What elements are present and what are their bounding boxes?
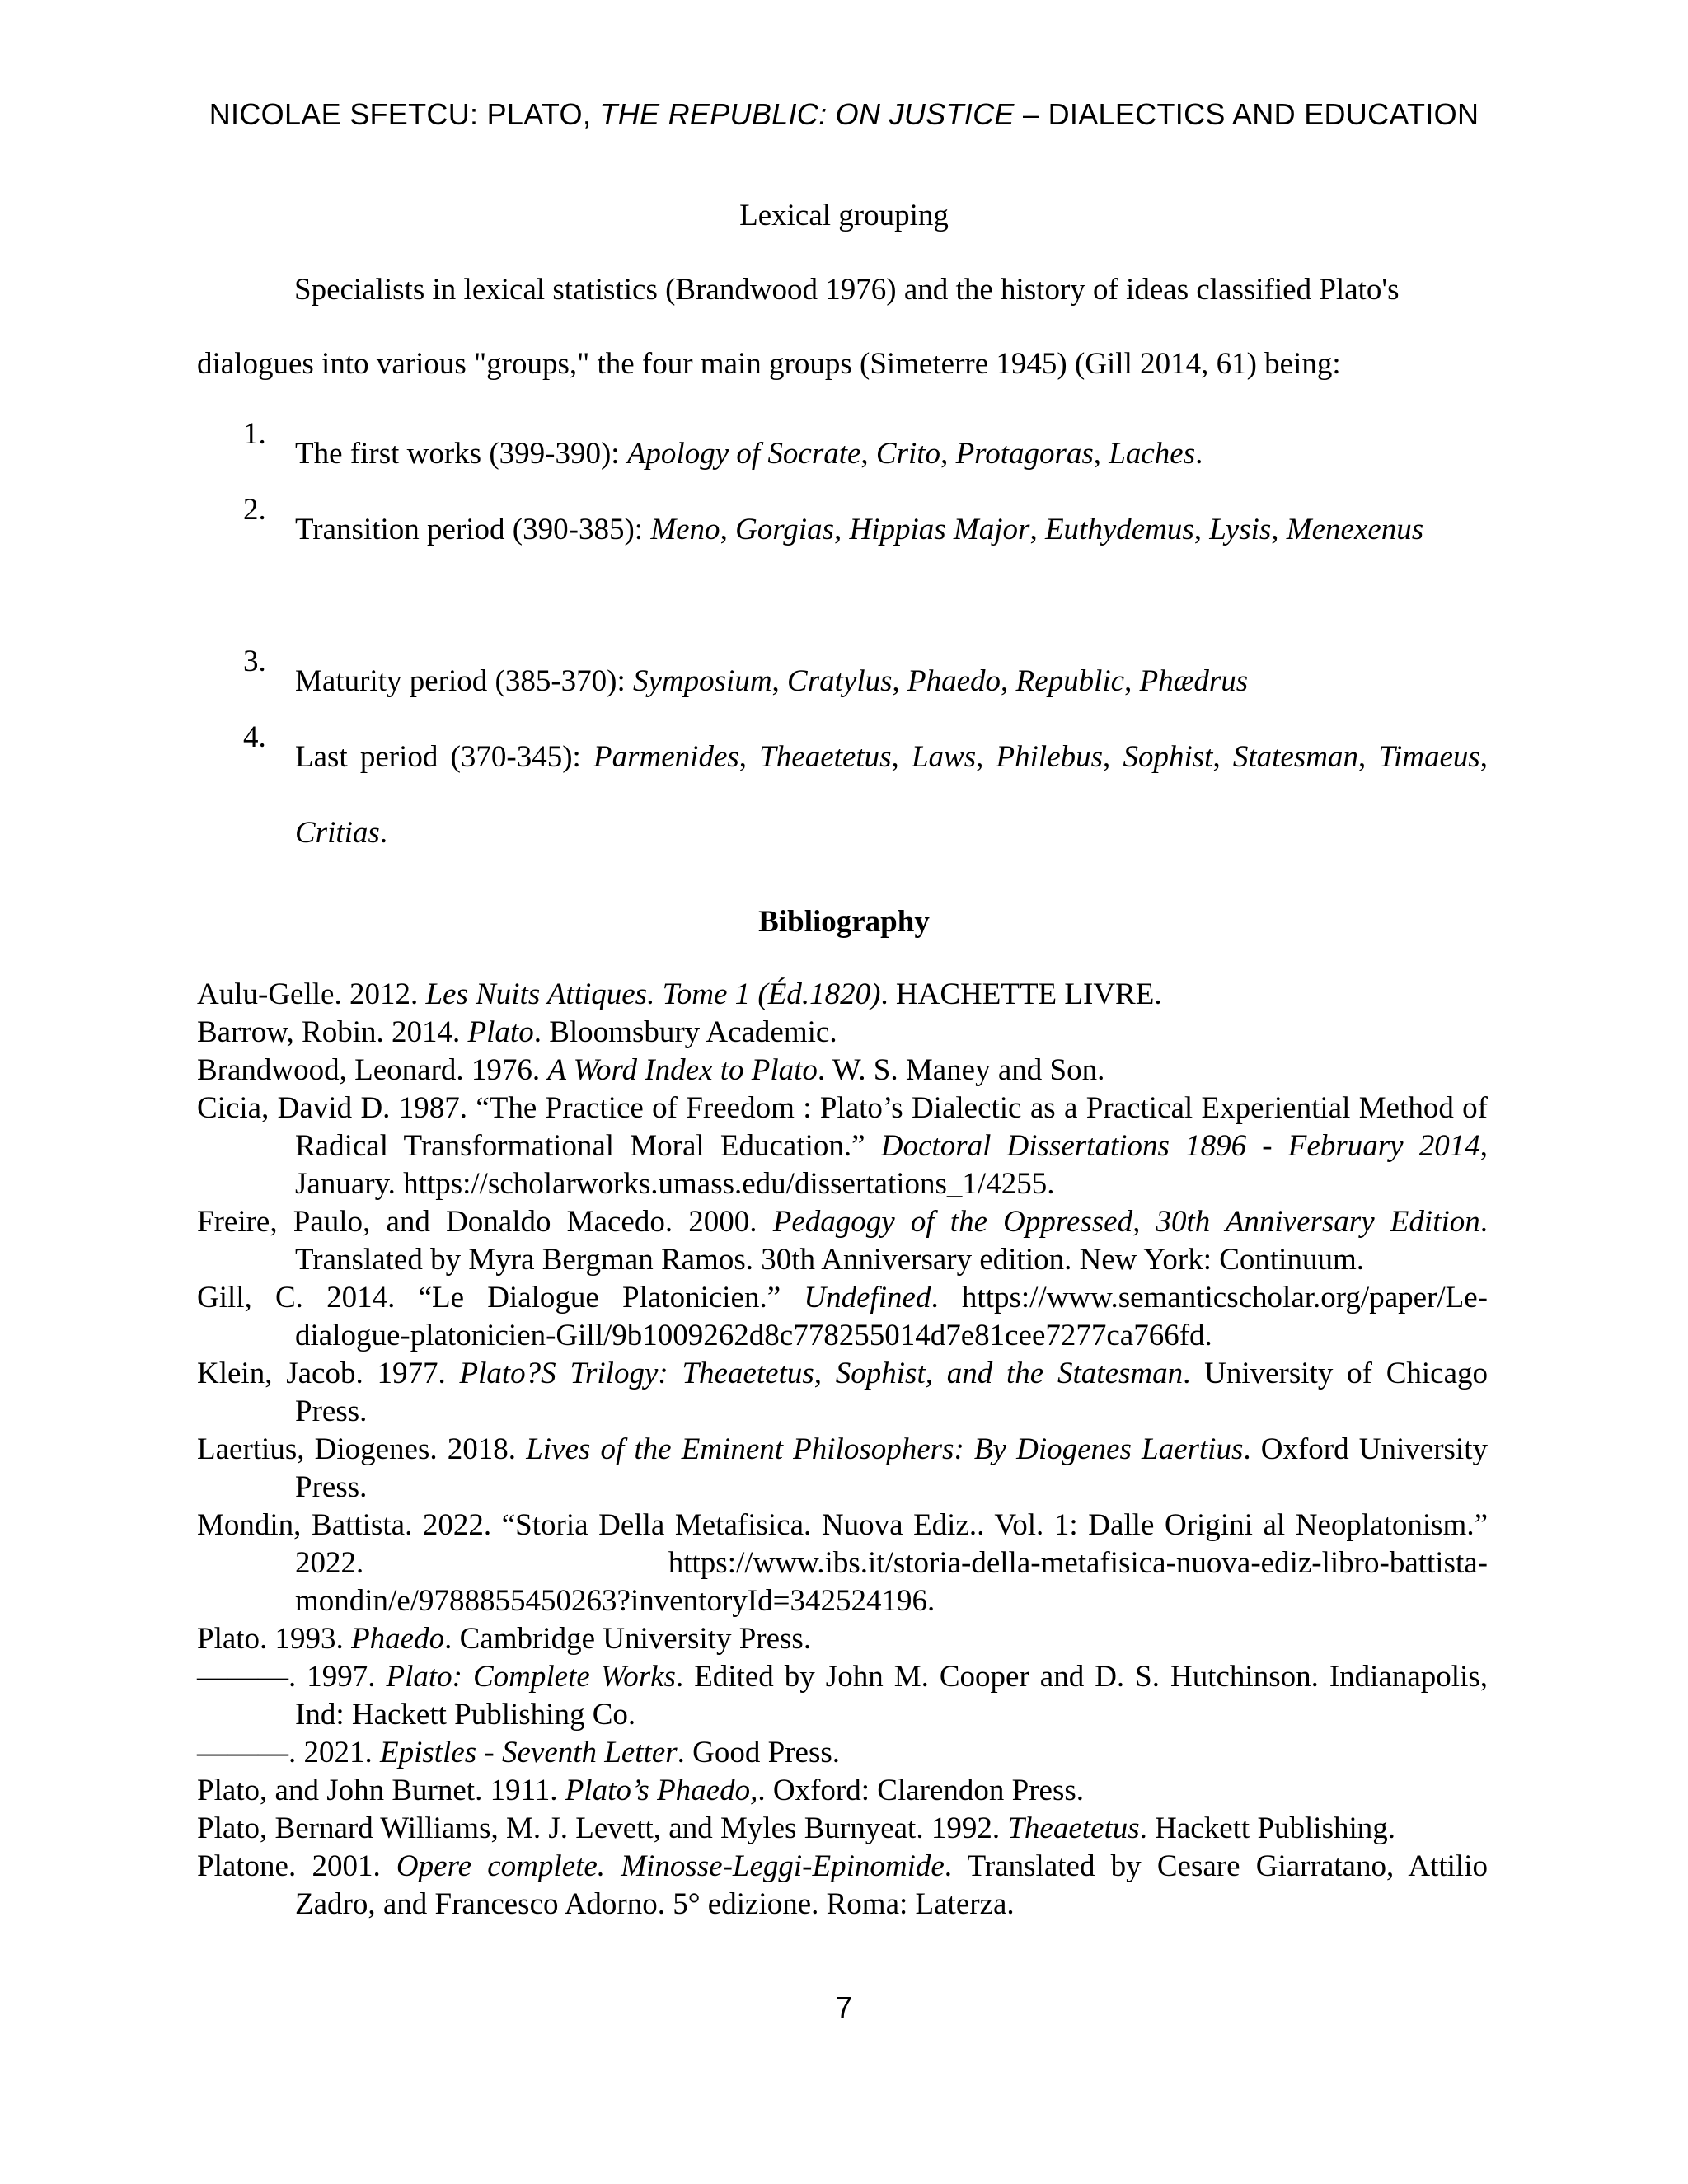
work-title: Philebus xyxy=(996,740,1104,774)
list-number: 3. xyxy=(243,644,266,678)
work-title: Apology of Socrate xyxy=(626,437,861,471)
work-title: Parmenides xyxy=(593,740,739,774)
work-title: Republic xyxy=(1015,664,1125,698)
header-prefix: NICOLAE SFETCU: PLATO, xyxy=(209,97,600,131)
period-label: The first works (399-390): xyxy=(295,437,627,471)
bibliography-entry: Plato, Bernard Williams, M. J. Levett, and Myles Burnyeat. 1992. Theaetetus. Hackett Publishing. xyxy=(197,1811,1396,1845)
work-title: Protagoras xyxy=(955,437,1094,471)
work-title: Cratylus xyxy=(787,664,893,698)
bibliography-list xyxy=(197,976,1488,1924)
list-content: Last period (370-345): Parmenides, Theaetetus, Laws, Philebus, Sophist, Statesman, Timaeus, Critias. xyxy=(295,740,1489,850)
work-title: Theaetetus xyxy=(759,740,892,774)
work-title: Meno xyxy=(650,513,720,546)
work-title: Hippias Major xyxy=(849,513,1030,546)
work-title: Laches xyxy=(1109,437,1196,471)
list-content: Maturity period (385-370): Symposium, Cratylus, Phaedo, Republic, Phædrus xyxy=(295,664,1249,698)
bibliography-entry: ———. 2021. Epistles - Seventh Letter. Good Press. xyxy=(197,1736,841,1769)
work-title: Laws xyxy=(911,740,977,774)
bibliography-entry: Klein, Jacob. 1977. Plato?S Trilogy: Theaetetus, Sophist, and the Statesman. University of Chicago Press. xyxy=(197,1357,1488,1428)
list-end-punctuation: . xyxy=(379,816,388,850)
bibliography-entry: Platone. 2001. Opere complete. Minosse-Leggi-Epinomide. Translated by Cesare Giarratano, Attilio Zadro, and Francesco Adorno. 5° edizione. Roma: Laterza. xyxy=(197,1849,1488,1921)
list-content: The first works (399-390): Apology of Socrate, Crito, Protagoras, Laches. xyxy=(295,437,1203,471)
work-title: Timaeus xyxy=(1378,740,1480,774)
work-title: Symposium xyxy=(633,664,772,698)
work-title: Euthydemus xyxy=(1044,513,1194,546)
period-label: Last period (370-345): xyxy=(295,740,594,774)
running-header xyxy=(0,97,1688,132)
header-suffix: – DIALECTICS AND EDUCATION xyxy=(1014,97,1479,131)
work-title: Phædrus xyxy=(1139,664,1249,698)
list-end-punctuation: . xyxy=(1195,437,1203,471)
section-heading: Lexical grouping xyxy=(739,199,949,232)
intro-paragraph-line-1: Specialists in lexical statistics (Brandwood 1976) and the history of ideas classified Plato's xyxy=(294,273,1400,307)
work-title: Sophist xyxy=(1123,740,1213,774)
bibliography-entry: Laertius, Diogenes. 2018. Lives of the Eminent Philosophers: By Diogenes Laertius. Oxford University Press. xyxy=(197,1432,1488,1504)
bibliography-entry: Plato. 1993. Phaedo. Cambridge University Press. xyxy=(197,1622,812,1656)
list-number: 2. xyxy=(243,493,266,527)
work-title: Critias xyxy=(295,816,380,850)
period-label: Transition period (390-385): xyxy=(295,513,651,546)
intro-paragraph-line-2: dialogues into various "groups," the four main groups (Simeterre 1945) (Gill 2014, 61) being: xyxy=(197,347,1341,381)
bibliography-entry: Aulu-Gelle. 2012. Les Nuits Attiques. Tome 1 (Éd.1820). HACHETTE LIVRE. xyxy=(197,977,1162,1011)
bibliography-entry: Cicia, David D. 1987. “The Practice of Freedom : Plato’s Dialectic as a Practical Experiential Method of Radical Transformational Moral Education.” Doctoral Dissertations 1896 - February 2014, January. https://scholarworks.umass.edu/dissertations_1/4255. xyxy=(197,1091,1488,1201)
bibliography-entry: Brandwood, Leonard. 1976. A Word Index to Plato. W. S. Maney and Son. xyxy=(197,1053,1105,1087)
work-title: Statesman xyxy=(1232,740,1358,774)
work-title: Menexenus xyxy=(1286,513,1424,546)
bibliography-entry: ———. 1997. Plato: Complete Works. Edited by John M. Cooper and D. S. Hutchinson. Indianapolis, Ind: Hackett Publishing Co. xyxy=(197,1660,1489,1732)
list-number: 1. xyxy=(243,417,266,451)
work-title: Crito xyxy=(875,437,941,471)
page-number: 7 xyxy=(835,1990,853,2024)
list-number: 4. xyxy=(243,720,266,754)
list-content: Transition period (390-385): Meno, Gorgias, Hippias Major, Euthydemus, Lysis, Menexenus xyxy=(295,513,1424,546)
bibliography-heading: Bibliography xyxy=(758,905,930,939)
work-title: Lysis xyxy=(1209,513,1272,546)
bibliography-entry: Plato, and John Burnet. 1911. Plato’s Phaedo,. Oxford: Clarendon Press. xyxy=(197,1774,1084,1807)
bibliography-entry: Gill, C. 2014. “Le Dialogue Platonicien.” Undefined. https://www.semanticscholar.org/paper/Le-dialogue-platonicien-Gill/9b1009262d8c778255014d7e81cee7277ca766fd. xyxy=(197,1281,1488,1352)
bibliography-entry: Barrow, Robin. 2014. Plato. Bloomsbury Academic. xyxy=(197,1015,837,1049)
work-title: Phaedo xyxy=(907,664,1001,698)
period-label: Maturity period (385-370): xyxy=(295,664,633,698)
bibliography-entry: Freire, Paulo, and Donaldo Macedo. 2000. Pedagogy of the Oppressed, 30th Anniversary Edition. Translated by Myra Bergman Ramos. 30th Anniversary edition. New York: Continuum. xyxy=(197,1205,1489,1277)
work-title: Gorgias xyxy=(735,513,834,546)
bibliography-entry: Mondin, Battista. 2022. “Storia Della Metafisica. Nuova Ediz.. Vol. 1: Dalle Origini al Neoplatonism.” 2022. https://www.ibs.it/storia-della-metafisica-nuova-ediz-libro-battista-mondin/e/9788855450263?inventoryId=342524196. xyxy=(197,1508,1488,1618)
header-italic-title: THE REPUBLIC: ON JUSTICE xyxy=(599,97,1015,131)
